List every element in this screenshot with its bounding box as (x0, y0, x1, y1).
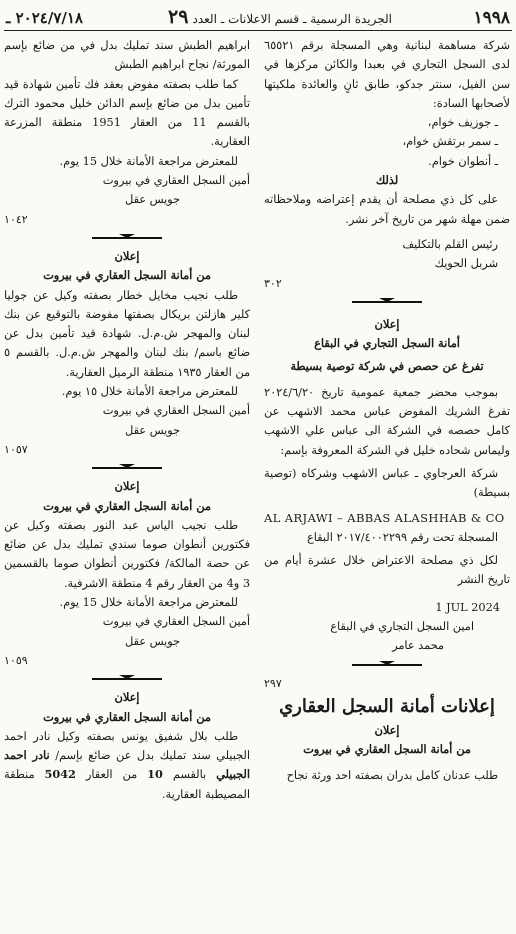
notice-subject: تفرغ عن حصص في شركة توصية بسيطة (290, 359, 484, 374)
signer-title: أمين السجل العقاري في بيروت (102, 404, 250, 418)
signer-title: أمين السجل العقاري في بيروت (102, 174, 250, 188)
objection-text: للمعترض مراجعة الأمانة خلال 15 يوم. (59, 596, 238, 610)
right-column (264, 36, 510, 928)
page-header (4, 8, 512, 31)
paragraph: شركة مساهمة لبنانية وهي المسجلة برقم ٦٥٥٢١ لدى السجل التجاري في بعبدا والكائن مركزها في سن الفيل، سنتر جدكو، طابق ثانٍ والعائدة ملكيتها لأصحابها السادة: (264, 39, 510, 110)
signer-name: جويس عقل (125, 423, 180, 437)
signer-title: أمين السجل العقاري في بيروت (102, 615, 250, 629)
signer-name: شربل الحويك (434, 257, 498, 271)
signer-name: محمد عامر (392, 639, 444, 653)
paragraph: كما طلب بصفته مفوض بعقد فك تأمين شهادة قيد تأمين بدل من ضائع بإسم الدائن خليل محمود الترك بالقسم 11 من العقار 1951 منطقة المزرعة العقارية. (4, 77, 250, 149)
reference-number: ٣٠٢ (264, 276, 282, 290)
notice-title: إعلان (114, 479, 140, 494)
notice-office: من أمانة السجل العقاري في بيروت (43, 498, 211, 513)
property-number: 5042 (44, 767, 76, 782)
separator-ornament (264, 295, 510, 309)
signer-title: رئيس القلم بالتكليف (402, 237, 498, 251)
reference-number: ١٠٥٧ (4, 442, 28, 456)
separator-ornament (4, 672, 250, 686)
objection-text: للمعترض مراجعة الأمانة خلال 15 يوم. (59, 154, 238, 168)
body-text: من العقار (75, 768, 148, 782)
owner-item: ـ أنطوان خوام. (428, 154, 498, 168)
signer-name: جويس عقل (125, 193, 180, 207)
notice-title: إعلان (374, 316, 400, 331)
notice-body (4, 727, 250, 804)
separator-ornament (264, 658, 510, 672)
body-text: طلب بلال شفيق يونس بصفته وكيل نادر احمد الجبيلي سند تمليك بدل عن ضائع بإسم/ (4, 729, 250, 763)
separator-ornament (4, 461, 250, 475)
owner-name: نادر احمد الجبيلي (4, 748, 250, 782)
owner-item: ـ سمر برتقش خوام، (402, 135, 498, 149)
notice-office: من أمانة السجل العقاري في بيروت (303, 742, 471, 757)
notice-title: إعلان (114, 690, 140, 705)
signer-name: جويس عقل (125, 634, 180, 648)
company-name-en: AL ARJAWI – ABBAS ALASHHAB & CO (264, 510, 505, 525)
notice-date: 1 JUL 2024 (435, 600, 500, 614)
notice-title: إعلان (114, 248, 140, 263)
notice-office: من أمانة السجل العقاري في بيروت (43, 709, 211, 724)
separator-ornament (4, 231, 250, 245)
section-title: إعلانات أمانة السجل العقاري (279, 695, 495, 717)
body-text: منطقة المصيطبة العقارية. (4, 768, 250, 801)
reference-number: ٢٩٧ (264, 676, 282, 690)
issue-number: ٢٩ (168, 6, 189, 28)
body-text: بالقسم (162, 768, 217, 782)
left-column (4, 36, 250, 928)
publication-title: الجريدة الرسمية ـ قسم الاعلانات ـ العدد (192, 12, 392, 26)
notice-body: طلب نجيب الياس عبد النور بصفته وكيل عن فكتورين أنطوان صوما سندي تمليك بدل عن ضائع عن حصة المالكة/ فكتورين أنطوان صوما بالقسمين 3 و4 من العقار رقم 4 منطقة الاشرفية. (4, 518, 250, 590)
signer-title: امين السجل التجاري في البقاع (330, 620, 474, 634)
issue-date: ٢٠٢٤/٧/١٨ ـ (6, 9, 83, 27)
notice-title: إعلان (374, 722, 400, 737)
reference-number: ١٠٥٩ (4, 653, 28, 667)
page-number: ١٩٩٨ (473, 8, 510, 28)
registration: المسجلة تحت رقم ٢٠١٧/٤٠٠٢٢٩٩ البقاع (306, 530, 498, 544)
objection-text: لكل ذي مصلحة الاعتراض خلال عشرة أيام من تاريخ النشر (264, 554, 510, 587)
reference-number: ١٠٤٢ (4, 212, 28, 226)
notice-office: من أمانة السجل العقاري في بيروت (43, 268, 211, 283)
notice-body: بموجب محضر جمعية عمومية تاريخ ٢٠٢٤/٦/٢٠ تفرغ الشريك المفوض عباس محمد الاشهب عن كامل حصصه في الشركة الى عباس علي الاشهب وليماس شحاده خليل في الشركة المعروفة بإسم: (264, 385, 510, 457)
notice-office: أمانة السجل التجاري في البقاع (314, 336, 460, 351)
objection-text: للمعترض مراجعة الأمانة خلال ١٥ يوم. (61, 385, 238, 399)
notice-body: طلب نجيب مخايل خطار بصفته وكيل عن جوليا كلير هازلتن بريكال بصفتها مفوضة بالتوقيع عن بنك لبنان والمهجر ش.م.ل. شهادة قيد تأمين بدل عن ضائع باسم/ بنك لبنان والمهجر ش.م.ل. بالقسم ٥ من العقار ١٩٣٥ منطقة الرميل العقارية. (4, 288, 250, 379)
therefore-heading: لذلك (375, 173, 399, 188)
company-name-ar: شركة العرجاوي ـ عباس الاشهب وشركاه (توصية بسيطة) (264, 466, 510, 500)
objection-text: على كل ذي مصلحة أن يقدم إعتراضه وملاحظاته ضمن مهلة شهر من تاريخ آخر نشر. (264, 193, 510, 226)
owner-item: ـ جوزيف خوام، (427, 116, 498, 130)
paragraph: ابراهيم الطبش سند تمليك بدل في من ضائع بإسم المورثة/ نجاح ابراهيم الطبش (4, 39, 250, 72)
notice-body: طلب عدنان كامل بدران بصفته احد ورثة نجاح (286, 768, 498, 782)
section-number: 10 (147, 767, 163, 782)
